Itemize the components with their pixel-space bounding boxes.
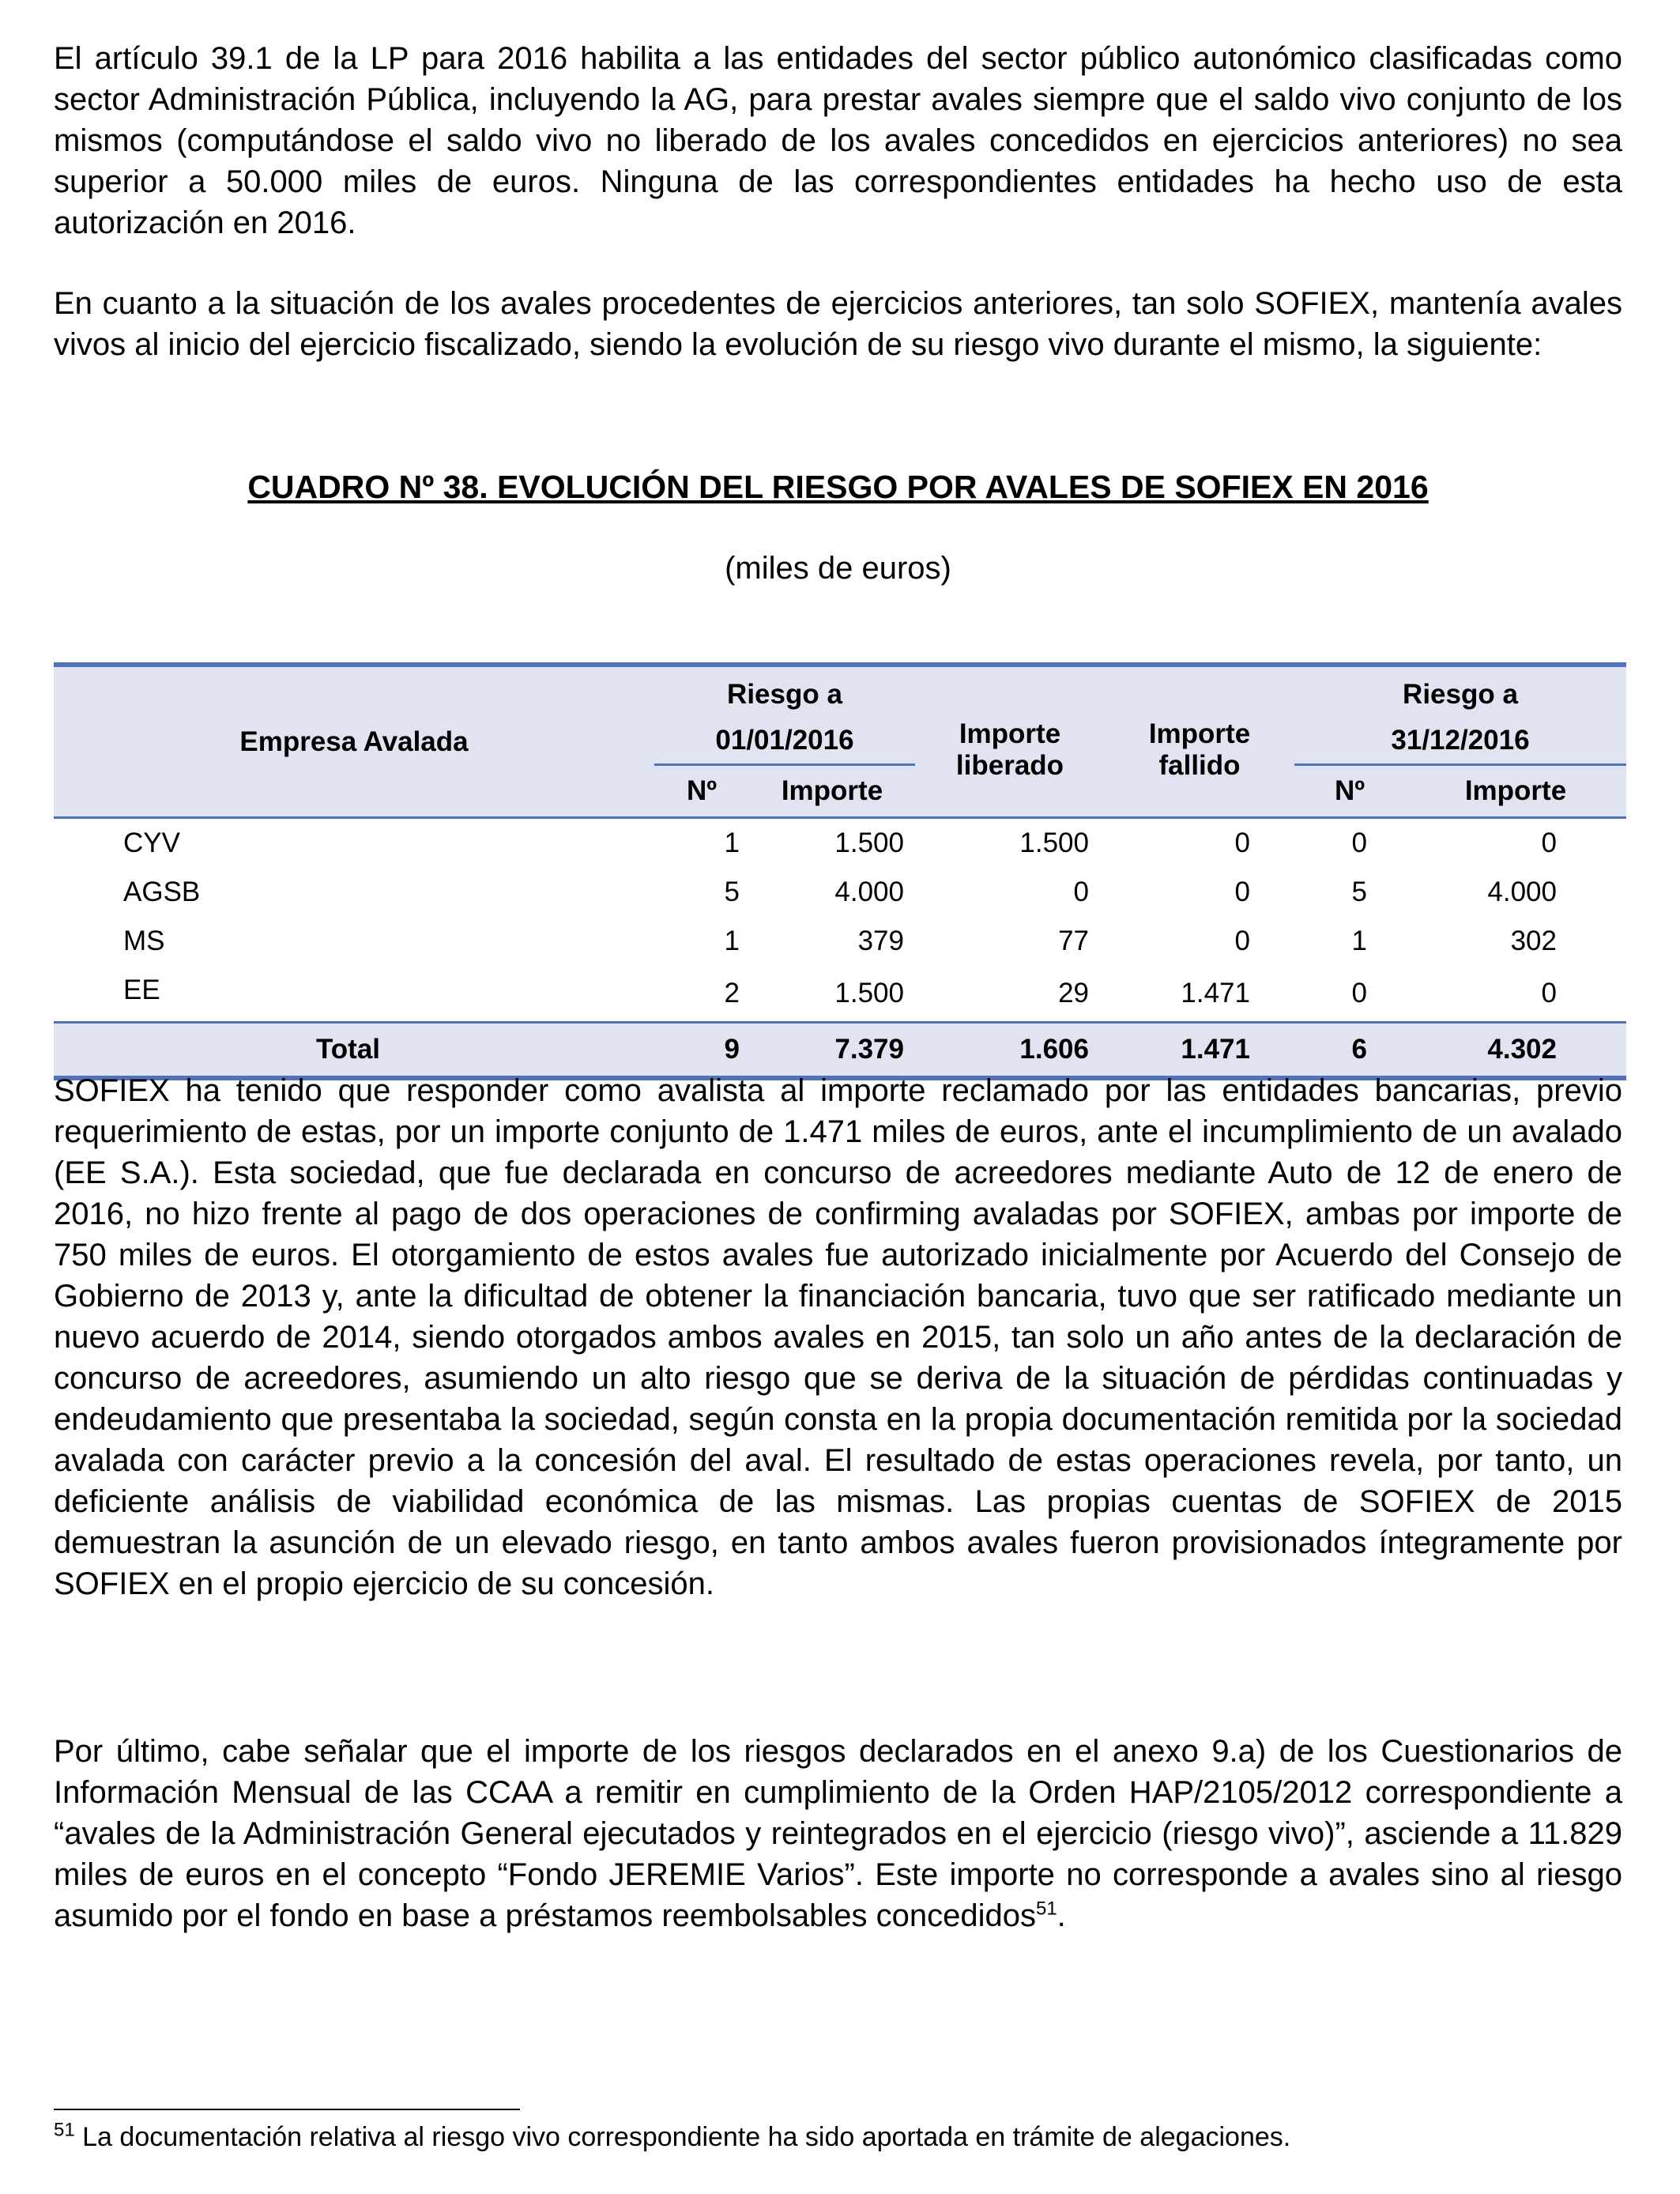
cell-liberado: 29 — [1058, 978, 1089, 1008]
paragraph-jeremie — [54, 1731, 1622, 1936]
cell-n-fin: 5 — [1351, 876, 1367, 907]
header-riesgo-fin-1: Riesgo a — [1294, 665, 1626, 718]
cell-fallido: 0 — [1234, 876, 1250, 907]
table-units: (miles de euros) — [725, 551, 951, 586]
total-importe-fin: 4.302 — [1405, 1023, 1626, 1079]
cell-fallido: 1.471 — [1181, 978, 1250, 1008]
header-importe-liberado: Importe liberado — [915, 665, 1105, 818]
paragraph-avales-autorizacion: El artículo 39.1 de la LP para 2016 habilita a las entidades del sector público autonómico clasificadas como sector Administración Pública, incluyendo la AG, para prestar avales siempre que el saldo vivo conjunto de los mismos (computándose el saldo vivo no liberado de los avales concedidos en ejercicios anteriores) no sea superior a 50.000 miles de euros. Ninguna de las correspondientes entidades ha hecho uso de esta autorización en 2016. — [54, 41, 1622, 240]
cell-n-inicio: 1 — [724, 827, 740, 858]
cell-n-inicio: 5 — [724, 876, 740, 907]
cell-empresa: CYV — [123, 827, 180, 858]
cell-n-inicio: 2 — [724, 978, 740, 1008]
table-row — [54, 917, 1626, 966]
paragraph-sofiex-fallido: SOFIEX ha tenido que responder como avalista al importe reclamado por las entidades bancarias, previo requerimiento de estas, por un importe conjunto de 1.471 miles de euros, ante el incumplimiento de un avalado (EE S.A.). Esta sociedad, que fue declarada en concurso de acreedores mediante Auto de 12 de enero de 2016, no hizo frente al pago de dos operaciones de confirming avaladas por SOFIEX, ambas por importe de 750 miles de euros. El otorgamiento de estos avales fue autorizado inicialmente por Acuerdo del Consejo de Gobierno de 2013 y, ante la dificultad de obtener la financiación bancaria, tuvo que ser ratificado mediante un nuevo acuerdo de 2014, siendo otorgados ambos avales en 2015, tan solo un año antes de la declaración de concurso de acreedores, asumiendo un alto riesgo que se deriva de la situación de pérdidas continuadas y endeudamiento que presentaba la sociedad, según consta en la propia documentación remitida por la sociedad avalada con carácter previo a la concesión del aval. El resultado de estas operaciones revela, por tanto, un deficiente análisis de viabilidad económica de las mismas. Las propias cuentas de SOFIEX de 2015 demuestran la asunción de un elevado riesgo, en tanto ambos avales fueron provisionados íntegramente por SOFIEX en el propio ejercicio de su concesión. — [54, 1073, 1622, 1601]
cell-importe-fin: 0 — [1541, 978, 1557, 1008]
cell-n-inicio: 1 — [724, 925, 740, 956]
paragraph-jeremie-text: Por último, cabe señalar que el importe de los riesgos declarados en el anexo 9.a) de los Cuestionarios de Información Mensual de las CCAA a remitir en cumplimiento de la Orden HAP/2105/2012 correspondiente a “avales de la Administración General ejecutados y reintegrados en el ejercicio (riesgo vivo)”, asciende a 11.829 miles de euros en el concepto “Fondo JEREMIE Varios”. Este importe no corresponde a avales sino al riesgo asumido por el fondo en base a préstamos reembolsables concedidos — [54, 1734, 1622, 1933]
cell-empresa: EE — [123, 974, 160, 1005]
paragraph-avales-anteriores: En cuanto a la situación de los avales procedentes de ejercicios anteriores, tan solo SOFIEX, mantenía avales vivos al inicio del ejercicio fiscalizado, siendo la evolución de su riesgo vivo durante el mismo, la siguiente: — [54, 286, 1622, 362]
total-label: Total — [54, 1023, 654, 1079]
cell-n-fin: 1 — [1351, 925, 1367, 956]
cell-importe-inicio: 379 — [857, 925, 904, 956]
header-importe-inicio: Importe — [749, 765, 915, 818]
total-liberado: 1.606 — [915, 1023, 1105, 1079]
cell-fallido: 0 — [1234, 827, 1250, 858]
table-title: CUADRO Nº 38. EVOLUCIÓN DEL RIESGO POR AVALES DE SOFIEX EN 2016 — [247, 469, 1429, 505]
table-row — [54, 966, 1626, 1023]
header-importe-fallido: Importe fallido — [1105, 665, 1294, 818]
header-n-fin: Nº — [1294, 765, 1405, 818]
cell-importe-fin: 302 — [1510, 925, 1557, 956]
header-importe-fin: Importe — [1405, 765, 1626, 818]
cell-importe-inicio: 4.000 — [834, 876, 904, 907]
cell-fallido: 0 — [1234, 925, 1250, 956]
cell-importe-inicio: 1.500 — [834, 978, 904, 1008]
footnote — [54, 2120, 1622, 2154]
cell-importe-fin: 4.000 — [1487, 876, 1557, 907]
footnote-reference[interactable]: 51 — [1035, 1898, 1057, 1920]
header-riesgo-inicio-2: 01/01/2016 — [654, 718, 915, 765]
table-row — [54, 868, 1626, 917]
cell-empresa: AGSB — [123, 876, 201, 907]
cell-n-fin: 0 — [1351, 978, 1367, 1008]
total-n-fin: 6 — [1294, 1023, 1405, 1079]
total-fallido: 1.471 — [1105, 1023, 1294, 1079]
total-importe-inicio: 7.379 — [749, 1023, 915, 1079]
footnote-number: 51 — [54, 2119, 75, 2141]
cell-importe-inicio: 1.500 — [834, 827, 904, 858]
cell-liberado: 0 — [1073, 876, 1089, 907]
header-empresa: Empresa Avalada — [54, 665, 654, 818]
table-row — [54, 818, 1626, 869]
header-riesgo-inicio-1: Riesgo a — [654, 665, 915, 718]
cell-importe-fin: 0 — [1541, 827, 1557, 858]
footnote-separator — [54, 2109, 520, 2110]
cell-n-fin: 0 — [1351, 827, 1367, 858]
footnote-text: La documentación relativa al riesgo vivo correspondiente ha sido aportada en trámite de alegaciones. — [74, 2122, 1291, 2152]
paragraph-jeremie-end: . — [1057, 1898, 1066, 1933]
cell-empresa: MS — [123, 925, 165, 956]
cell-liberado: 77 — [1058, 925, 1089, 956]
risk-table — [54, 662, 1626, 1080]
header-riesgo-fin-2: 31/12/2016 — [1294, 718, 1626, 765]
header-n-inicio: Nº — [654, 765, 749, 818]
cell-liberado: 1.500 — [1019, 827, 1089, 858]
total-n-inicio: 9 — [654, 1023, 749, 1079]
